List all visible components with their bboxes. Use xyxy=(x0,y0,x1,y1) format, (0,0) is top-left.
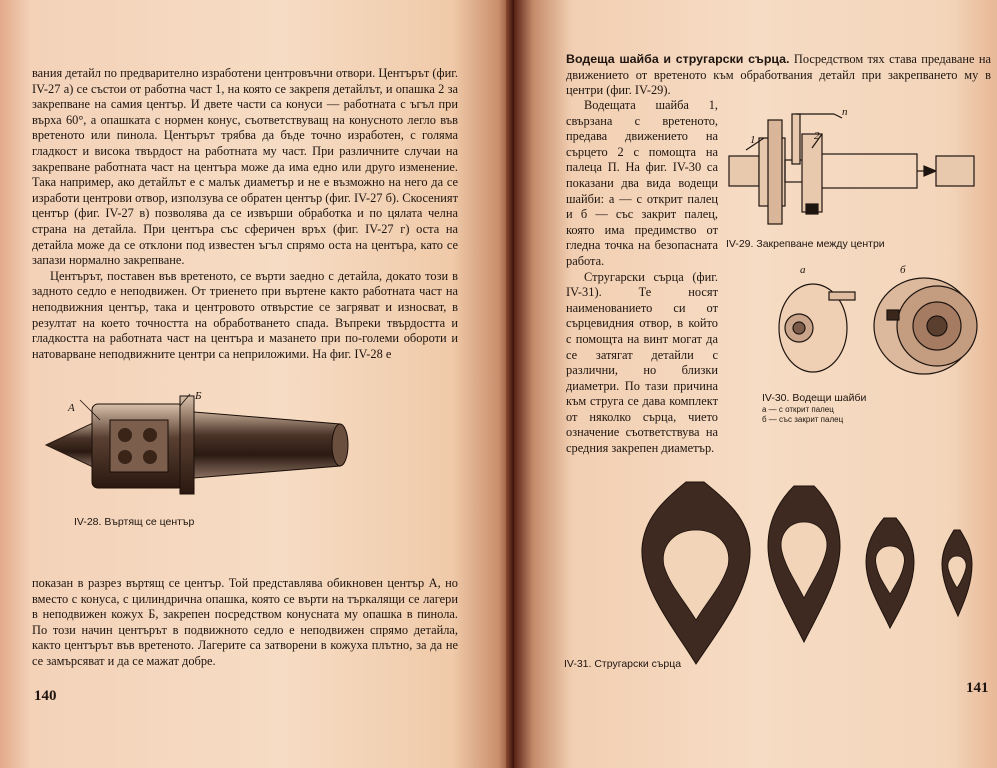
page-number-right: 141 xyxy=(966,680,989,696)
figure-legend-iv30 xyxy=(762,405,843,425)
right-text-intro xyxy=(566,52,991,99)
left-text-bottom xyxy=(32,576,458,670)
page-number-left: 140 xyxy=(34,688,57,704)
intro-text: Посредством тях става предаване на движението от вретеното към обработвания детайл при закрепването му в центри (фиг. IV-29). xyxy=(566,52,991,98)
legend-closed-peg: б — със закрит палец xyxy=(762,415,844,424)
figure-caption-iv30: IV-30. Водещи шайби xyxy=(762,392,867,404)
fig30-label-a: а xyxy=(800,264,806,276)
figure-rotating-center xyxy=(40,390,370,500)
figure-caption-iv29: IV-29. Закрепване между центри xyxy=(726,238,885,250)
section-heading: Водеща шайба и стругарски сърца. xyxy=(566,52,790,66)
paragraph-lathe-dogs: Стругарски сърца (фиг. IV-31). Те носят наименованието си от сърцевидния отвор, в който с помощта на винт могат да се затягат детайли с различни, но близки диаметри. По тази причина към струга се дава комплект от няколко сърца, чието означение съответствува на средния закрепен диаметър. xyxy=(566,269,718,456)
label-b: Б xyxy=(195,390,202,402)
fig29-label-2: 2 xyxy=(814,130,820,142)
paragraph-rotating-center: показан в разрез въртящ се център. Той представлява обикновен център А, но вместо с конуса, с цилиндрична опашка, която се върти на търкалящи се лагери в неподвижен кожух Б, закрепен посредством конусната му опашка в пинола. По този начин центърът в подвижното седло е неподвижен спрямо детайла, както центърът във вретеното. Лагерите са затворени в кожуха плътно, за да не се замърсяват и да се мажат добре. xyxy=(32,576,458,668)
figure-drive-plates xyxy=(769,270,989,382)
fig29-label-p: п xyxy=(842,106,848,118)
paragraph-drive-plate: Водещата шайба 1, свързана с вретеното, предава движението на сърцето 2 с помощта на палеца П. На фиг. IV-30 са показани два вида водещи шайби: а — с открит палец и б — със закрит палец, която има предимство от гледна точка на безопасната работа. xyxy=(566,98,718,268)
legend-open-peg: а — с открит палец xyxy=(762,405,834,414)
fig30-label-b: б xyxy=(900,264,906,276)
label-a: А xyxy=(68,402,75,414)
figure-mounting-between-centers xyxy=(724,104,989,234)
figure-lathe-dogs xyxy=(624,478,994,668)
paragraph-friction: Центърът, поставен във вретеното, се върти заедно с детайла, докато този в задното седло е неподвижен. От триенето при въртене както работната част на неподвижния център, така и центровото отвърстие се загряват и износват, в резултат на което точността на обработването спада. Въпреки твърдостта и гладкостта на работната част на центъра и мазането при по-големи обороти и натоварване неподвижните центри са неприложими. На фиг. IV-28 е xyxy=(32,268,458,361)
figure-caption-iv28: IV-28. Въртящ се център xyxy=(74,516,195,528)
right-page xyxy=(514,0,997,768)
left-text-top xyxy=(32,66,458,362)
right-text-column xyxy=(566,98,718,457)
fig29-label-1: 1 xyxy=(750,134,756,146)
figure-caption-iv31: IV-31. Стругарски сърца xyxy=(564,658,682,670)
paragraph-centers: вания детайл по предварително изработени центровъчни отвори. Центърът (фиг. IV-27 а) се състои от работна част 1, на която се закрепя детайлът, и опашка 2 за закрепване на самия център. И двете части са конуси — работната с ъгъл при върха 60°, а опашката с нормен конус, съответствуващ на конусното легло във вретеното или пинола. Центърът трябва да бъде точно изработен, с голяма гладкост и висока твърдост на работната му част. При различните случаи на закрепване работната част на центъра може да има едно или друго изменение. Така например, ако детайлът е с малък диаметър и не е възможно на него да се изработи центрови отвор, използува се обратен център (фиг. IV-27 б). Скосеният център (фиг. IV-27 в) позволява да се извърши обработка и по цялата челна страна на детайла. При центъра със сферичен връх (фиг. IV-27 г) оста на детайла може да се отклони под известен ъгъл спрямо оста на центъра, като се запази нормално закрепване. xyxy=(32,66,458,268)
